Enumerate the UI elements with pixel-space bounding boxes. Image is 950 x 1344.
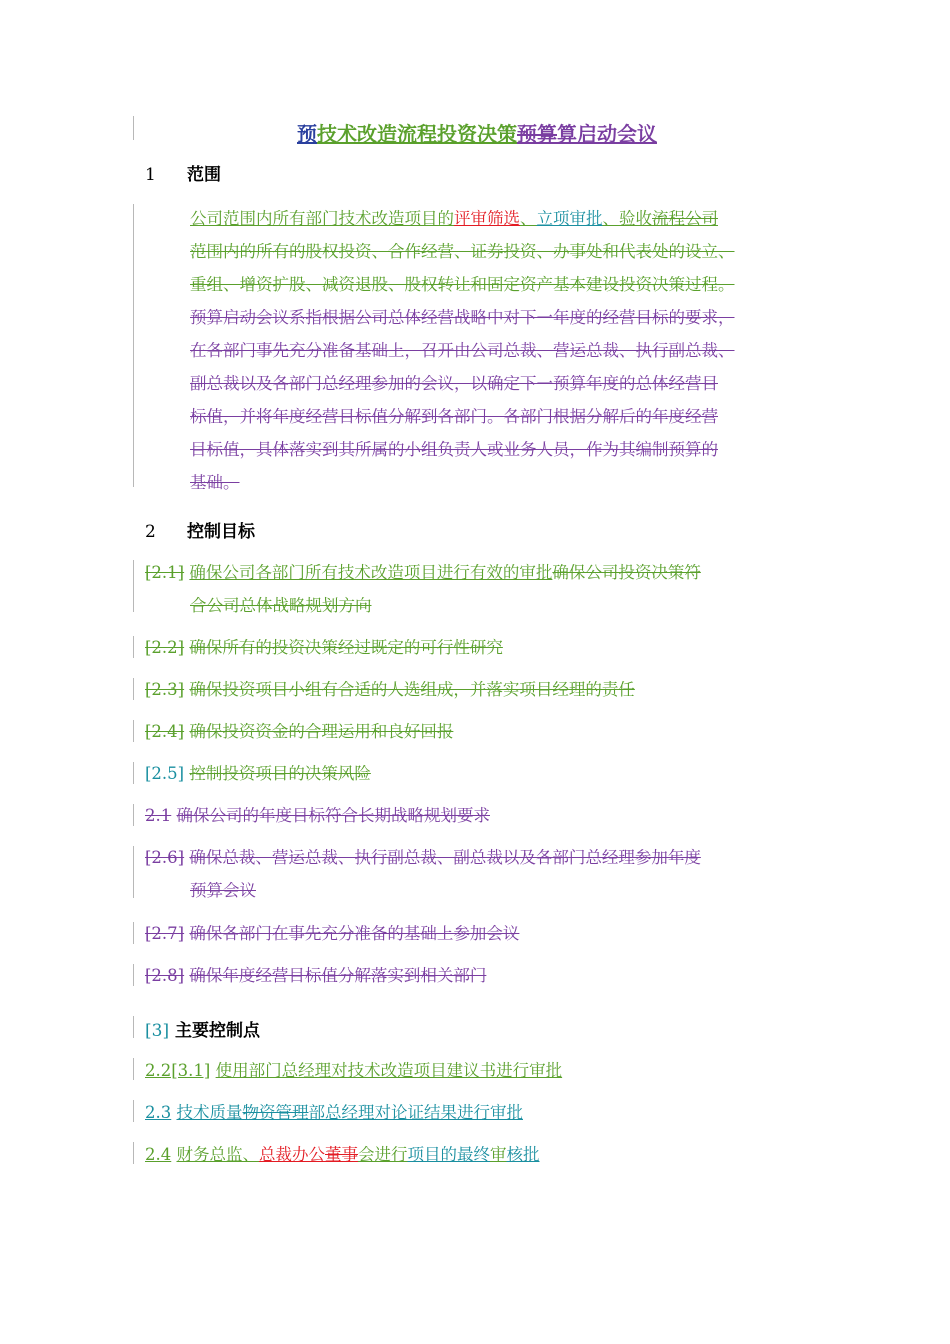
text-run: 技术质量	[176, 1103, 243, 1122]
text-run: 控制投资项目的决策风险	[189, 764, 371, 783]
change-bar	[133, 804, 134, 826]
text-run: 总裁办公	[259, 1145, 325, 1164]
goal-item	[145, 631, 503, 664]
text-run: 物资管理	[242, 1103, 309, 1122]
paragraph-line: 在各部门事先充分准备基础上，召开由公司总裁、营运总裁、执行副总裁、	[190, 341, 735, 360]
item-number: [2.2]	[145, 638, 185, 657]
change-bar	[133, 922, 134, 944]
text-run: 、验收	[602, 209, 652, 228]
text-run: 确保投资项目小组有合适的人选组成，并落实项目经理的责任	[189, 680, 635, 699]
text-run: 确保公司的年度目标符合长期战略规划要求	[176, 806, 490, 825]
text-run: 审	[490, 1145, 507, 1164]
item-number: 2.1	[145, 806, 172, 825]
control-item	[145, 1096, 523, 1129]
change-bar	[133, 1058, 134, 1080]
item-number: 2.4	[145, 1145, 172, 1164]
text-run: 核批	[506, 1145, 540, 1164]
scope-paragraph	[190, 202, 830, 499]
change-bar	[133, 204, 134, 487]
document-title	[297, 118, 657, 147]
text-run: 使用部门总经理对技术改造项目建议书进行审批	[215, 1061, 563, 1080]
text-run: 确保总裁、营运总裁、执行副总裁、副总裁以及各部门总经理参加年度	[189, 848, 701, 867]
item-number: [2.8]	[145, 966, 185, 985]
title-part: 技术改造流程投资决策	[317, 122, 517, 146]
control-item	[145, 1054, 562, 1087]
paragraph-line: 副总裁以及各部门总经理参加的会议，以确定下一预算年度的总体经营目	[190, 374, 718, 393]
section-number: [3]	[145, 1021, 170, 1041]
paragraph-line: 重组、增资扩股、减资退股、股权转让和固定资产基本建设投资决策过程。	[190, 275, 735, 294]
paragraph-line: 范围内的所有的股权投资、合作经营、证券投资、办事处和代表处的设立、	[190, 242, 735, 261]
item-number: [2.1]	[145, 563, 185, 582]
section-heading-goals	[145, 517, 255, 542]
item-number: [2.7]	[145, 924, 185, 943]
section-heading-control-points	[145, 1016, 260, 1041]
item-number: 2.3	[145, 1103, 172, 1122]
text-run: 、	[520, 209, 537, 228]
item-number: 2.2[3.1]	[145, 1061, 211, 1080]
item-number: [2.3]	[145, 680, 185, 699]
goal-item	[145, 715, 453, 748]
change-bar	[133, 720, 134, 742]
section-label: 控制目标	[187, 522, 255, 542]
section-label: 主要控制点	[175, 1021, 261, 1041]
text-run: 确保公司投资决策符	[552, 563, 701, 582]
change-bar	[133, 846, 134, 898]
text-run: 确保公司各部门所有技术改造项目进行有效的审批	[189, 563, 553, 582]
paragraph-line: 目标值，具体落实到其所属的小组负责人或业务人员，作为其编制预算的	[190, 440, 718, 459]
change-bar	[133, 636, 134, 658]
goal-item	[145, 556, 701, 622]
section-number: 2	[145, 522, 156, 542]
text-run: 确保各部门在事先充分准备的基础上参加会议	[189, 924, 520, 943]
goal-item	[145, 799, 490, 832]
text-run: 项目的最终	[407, 1145, 490, 1164]
change-bar	[133, 1100, 134, 1122]
paragraph-line: 预算启动会议系指根据公司总体经营战略中对下一年度的经营目标的要求，	[190, 308, 735, 327]
goal-item	[145, 673, 635, 706]
text-run: 会进行	[358, 1145, 408, 1164]
section-heading-scope	[145, 160, 221, 185]
change-bar	[133, 1142, 134, 1164]
control-item	[145, 1138, 540, 1171]
paragraph-line: 标值，并将年度经营目标值分解到各部门。各部门根据分解后的年度经营	[190, 407, 718, 426]
goal-item	[145, 959, 486, 992]
text-run: 确保年度经营目标值分解落实到相关部门	[189, 966, 487, 985]
text-run: 合公司总体战略规划方向	[190, 596, 372, 615]
title-part: 算启动会议	[557, 122, 657, 146]
section-label: 范围	[187, 165, 221, 185]
text-run: 公司范围内所有部门技术改造项目的	[190, 209, 454, 228]
change-bar	[133, 116, 134, 140]
section-number: 1	[145, 165, 156, 185]
text-run: 部总经理对论证结果进行审批	[308, 1103, 523, 1122]
text-run: 确保所有的投资决策经过既定的可行性研究	[189, 638, 503, 657]
text-run: 财务总监、	[176, 1145, 259, 1164]
goal-item	[145, 757, 371, 790]
title-part: 预	[297, 122, 317, 146]
text-run: 立项审批	[536, 209, 603, 228]
change-bar	[133, 560, 134, 612]
text-run: 流程公司	[652, 209, 718, 228]
text-run: 预算会议	[190, 881, 256, 900]
change-bar	[133, 1016, 134, 1038]
item-number: [2.5]	[145, 764, 185, 783]
item-number: [2.6]	[145, 848, 185, 867]
change-bar	[133, 964, 134, 986]
title-part: 预算	[517, 122, 557, 146]
paragraph-line: 基础。	[190, 473, 240, 492]
change-bar	[133, 678, 134, 700]
text-run: 董事	[325, 1145, 358, 1164]
text-run: 评审筛选	[454, 209, 520, 228]
goal-item	[145, 841, 701, 907]
change-bar	[133, 762, 134, 784]
goal-item	[145, 917, 519, 950]
text-run: 确保投资资金的合理运用和良好回报	[189, 722, 454, 741]
paragraph-line	[190, 202, 830, 235]
item-number: [2.4]	[145, 722, 185, 741]
